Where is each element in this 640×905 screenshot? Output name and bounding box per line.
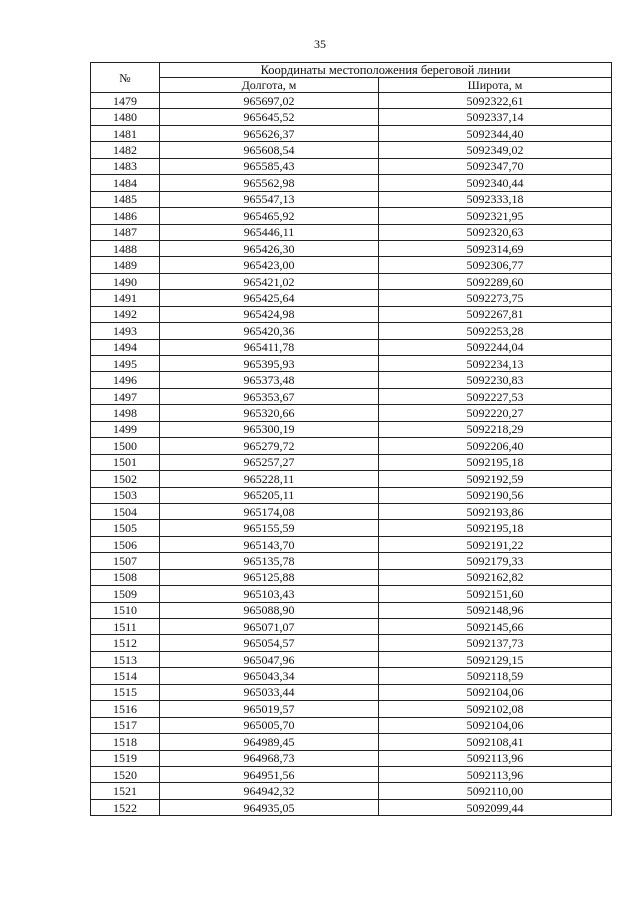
- table-row: [91, 438, 612, 454]
- latitude-cell: 5092347,70: [379, 158, 612, 174]
- row-number-cell: 1499: [91, 421, 160, 437]
- table-row: [91, 323, 612, 339]
- latitude-cell: 5092234,13: [379, 356, 612, 372]
- row-number-cell: 1480: [91, 109, 160, 125]
- longitude-cell: 965300,19: [160, 421, 379, 437]
- longitude-cell: 965426,30: [160, 240, 379, 256]
- latitude-cell: 5092104,06: [379, 684, 612, 700]
- row-number-cell: 1488: [91, 240, 160, 256]
- table-row: [91, 388, 612, 404]
- latitude-cell: 5092230,83: [379, 372, 612, 388]
- latitude-cell: 5092218,29: [379, 421, 612, 437]
- table-body: [91, 93, 612, 816]
- table-row: [91, 569, 612, 585]
- latitude-cell: 5092253,28: [379, 323, 612, 339]
- longitude-cell: 965626,37: [160, 125, 379, 141]
- table-row: [91, 405, 612, 421]
- table-row: [91, 619, 612, 635]
- table-row: [91, 536, 612, 552]
- longitude-cell: 965353,67: [160, 388, 379, 404]
- row-number-cell: 1511: [91, 619, 160, 635]
- table-row: [91, 668, 612, 684]
- coordinates-group-header: Координаты местоположения береговой линии: [160, 63, 612, 78]
- longitude-cell: 965424,98: [160, 306, 379, 322]
- row-number-cell: 1497: [91, 388, 160, 404]
- latitude-cell: 5092104,06: [379, 717, 612, 733]
- longitude-cell: 964942,32: [160, 783, 379, 799]
- table-row: [91, 191, 612, 207]
- latitude-cell: 5092337,14: [379, 109, 612, 125]
- longitude-cell: 965088,90: [160, 602, 379, 618]
- row-number-cell: 1486: [91, 208, 160, 224]
- row-number-cell: 1494: [91, 339, 160, 355]
- row-number-cell: 1485: [91, 191, 160, 207]
- row-number-cell: 1510: [91, 602, 160, 618]
- row-number-cell: 1505: [91, 520, 160, 536]
- row-number-cell: 1498: [91, 405, 160, 421]
- table-row: [91, 734, 612, 750]
- latitude-cell: 5092148,96: [379, 602, 612, 618]
- latitude-cell: 5092192,59: [379, 471, 612, 487]
- latitude-cell: 5092179,33: [379, 553, 612, 569]
- longitude-cell: 964968,73: [160, 750, 379, 766]
- table-row: [91, 109, 612, 125]
- latitude-cell: 5092137,73: [379, 635, 612, 651]
- latitude-cell: 5092289,60: [379, 273, 612, 289]
- longitude-cell: 965697,02: [160, 93, 379, 109]
- table-row: [91, 306, 612, 322]
- row-number-cell: 1492: [91, 306, 160, 322]
- row-number-cell: 1503: [91, 487, 160, 503]
- row-number-cell: 1507: [91, 553, 160, 569]
- table-row: [91, 553, 612, 569]
- table-row: [91, 586, 612, 602]
- table-row: [91, 602, 612, 618]
- row-number-cell: 1491: [91, 290, 160, 306]
- latitude-cell: 5092145,66: [379, 619, 612, 635]
- latitude-cell: 5092151,60: [379, 586, 612, 602]
- table-row: [91, 290, 612, 306]
- longitude-cell: 965279,72: [160, 438, 379, 454]
- table-row: [91, 783, 612, 799]
- latitude-cell: 5092267,81: [379, 306, 612, 322]
- table-row: [91, 471, 612, 487]
- longitude-cell: 965125,88: [160, 569, 379, 585]
- longitude-cell: 965562,98: [160, 175, 379, 191]
- longitude-cell: 965071,07: [160, 619, 379, 635]
- latitude-cell: 5092344,40: [379, 125, 612, 141]
- table-row: [91, 175, 612, 191]
- latitude-cell: 5092108,41: [379, 734, 612, 750]
- row-number-cell: 1509: [91, 586, 160, 602]
- row-number-cell: 1495: [91, 356, 160, 372]
- latitude-cell: 5092191,22: [379, 536, 612, 552]
- table-row: [91, 503, 612, 519]
- longitude-cell: 965103,43: [160, 586, 379, 602]
- row-number-cell: 1517: [91, 717, 160, 733]
- latitude-cell: 5092099,44: [379, 799, 612, 815]
- table-row: [91, 208, 612, 224]
- latitude-cell: 5092220,27: [379, 405, 612, 421]
- latitude-cell: 5092193,86: [379, 503, 612, 519]
- coordinates-table: [90, 62, 612, 816]
- row-number-cell: 1489: [91, 257, 160, 273]
- longitude-cell: 965047,96: [160, 651, 379, 667]
- latitude-cell: 5092118,59: [379, 668, 612, 684]
- longitude-cell: 965033,44: [160, 684, 379, 700]
- row-number-cell: 1522: [91, 799, 160, 815]
- table-row: [91, 339, 612, 355]
- table-row: [91, 356, 612, 372]
- table-row: [91, 487, 612, 503]
- longitude-cell: 965320,66: [160, 405, 379, 421]
- longitude-cell: 965446,11: [160, 224, 379, 240]
- latitude-cell: 5092306,77: [379, 257, 612, 273]
- table-row: [91, 372, 612, 388]
- latitude-cell: 5092113,96: [379, 750, 612, 766]
- latitude-cell: 5092273,75: [379, 290, 612, 306]
- table-row: [91, 799, 612, 815]
- table-row: [91, 158, 612, 174]
- row-number-cell: 1521: [91, 783, 160, 799]
- row-number-cell: 1519: [91, 750, 160, 766]
- longitude-cell: 965547,13: [160, 191, 379, 207]
- latitude-cell: 5092314,69: [379, 240, 612, 256]
- table-row: [91, 454, 612, 470]
- longitude-cell: 964951,56: [160, 766, 379, 782]
- longitude-cell: 965143,70: [160, 536, 379, 552]
- table-row: [91, 635, 612, 651]
- longitude-cell: 964935,05: [160, 799, 379, 815]
- number-header: №: [91, 63, 160, 93]
- table-row: [91, 520, 612, 536]
- longitude-cell: 965585,43: [160, 158, 379, 174]
- row-number-cell: 1516: [91, 701, 160, 717]
- latitude-cell: 5092113,96: [379, 766, 612, 782]
- row-number-cell: 1493: [91, 323, 160, 339]
- row-number-cell: 1508: [91, 569, 160, 585]
- table-row: [91, 651, 612, 667]
- row-number-cell: 1512: [91, 635, 160, 651]
- longitude-cell: 965043,34: [160, 668, 379, 684]
- table-row: [91, 273, 612, 289]
- table-row: [91, 224, 612, 240]
- row-number-cell: 1520: [91, 766, 160, 782]
- latitude-cell: 5092195,18: [379, 520, 612, 536]
- latitude-cell: 5092321,95: [379, 208, 612, 224]
- row-number-cell: 1502: [91, 471, 160, 487]
- row-number-cell: 1513: [91, 651, 160, 667]
- latitude-cell: 5092206,40: [379, 438, 612, 454]
- table-row: [91, 257, 612, 273]
- latitude-cell: 5092320,63: [379, 224, 612, 240]
- longitude-cell: 964989,45: [160, 734, 379, 750]
- latitude-cell: 5092244,04: [379, 339, 612, 355]
- longitude-cell: 965425,64: [160, 290, 379, 306]
- row-number-cell: 1479: [91, 93, 160, 109]
- row-number-cell: 1482: [91, 142, 160, 158]
- longitude-cell: 965411,78: [160, 339, 379, 355]
- longitude-cell: 965228,11: [160, 471, 379, 487]
- latitude-cell: 5092195,18: [379, 454, 612, 470]
- longitude-cell: 965135,78: [160, 553, 379, 569]
- longitude-cell: 965423,00: [160, 257, 379, 273]
- latitude-cell: 5092102,08: [379, 701, 612, 717]
- longitude-cell: 965645,52: [160, 109, 379, 125]
- latitude-header: Широта, м: [379, 78, 612, 93]
- row-number-cell: 1506: [91, 536, 160, 552]
- row-number-cell: 1515: [91, 684, 160, 700]
- longitude-cell: 965373,48: [160, 372, 379, 388]
- longitude-cell: 965608,54: [160, 142, 379, 158]
- latitude-cell: 5092227,53: [379, 388, 612, 404]
- latitude-cell: 5092349,02: [379, 142, 612, 158]
- row-number-cell: 1501: [91, 454, 160, 470]
- longitude-cell: 965395,93: [160, 356, 379, 372]
- longitude-cell: 965005,70: [160, 717, 379, 733]
- row-number-cell: 1483: [91, 158, 160, 174]
- row-number-cell: 1481: [91, 125, 160, 141]
- row-number-cell: 1504: [91, 503, 160, 519]
- latitude-cell: 5092129,15: [379, 651, 612, 667]
- latitude-cell: 5092340,44: [379, 175, 612, 191]
- latitude-cell: 5092110,00: [379, 783, 612, 799]
- table-row: [91, 684, 612, 700]
- latitude-cell: 5092190,56: [379, 487, 612, 503]
- table-row: [91, 701, 612, 717]
- table-row: [91, 421, 612, 437]
- latitude-cell: 5092333,18: [379, 191, 612, 207]
- table-row: [91, 240, 612, 256]
- row-number-cell: 1487: [91, 224, 160, 240]
- row-number-cell: 1484: [91, 175, 160, 191]
- row-number-cell: 1496: [91, 372, 160, 388]
- longitude-cell: 965174,08: [160, 503, 379, 519]
- row-number-cell: 1490: [91, 273, 160, 289]
- table-row: [91, 750, 612, 766]
- longitude-cell: 965155,59: [160, 520, 379, 536]
- page-number: 35: [314, 37, 326, 51]
- row-number-cell: 1518: [91, 734, 160, 750]
- row-number-cell: 1500: [91, 438, 160, 454]
- longitude-header: Долгота, м: [160, 78, 379, 93]
- longitude-cell: 965465,92: [160, 208, 379, 224]
- latitude-cell: 5092322,61: [379, 93, 612, 109]
- table-row: [91, 766, 612, 782]
- longitude-cell: 965205,11: [160, 487, 379, 503]
- row-number-cell: 1514: [91, 668, 160, 684]
- longitude-cell: 965019,57: [160, 701, 379, 717]
- latitude-cell: 5092162,82: [379, 569, 612, 585]
- longitude-cell: 965420,36: [160, 323, 379, 339]
- longitude-cell: 965257,27: [160, 454, 379, 470]
- table-row: [91, 125, 612, 141]
- table-row: [91, 142, 612, 158]
- table-row: [91, 93, 612, 109]
- longitude-cell: 965421,02: [160, 273, 379, 289]
- table-row: [91, 717, 612, 733]
- longitude-cell: 965054,57: [160, 635, 379, 651]
